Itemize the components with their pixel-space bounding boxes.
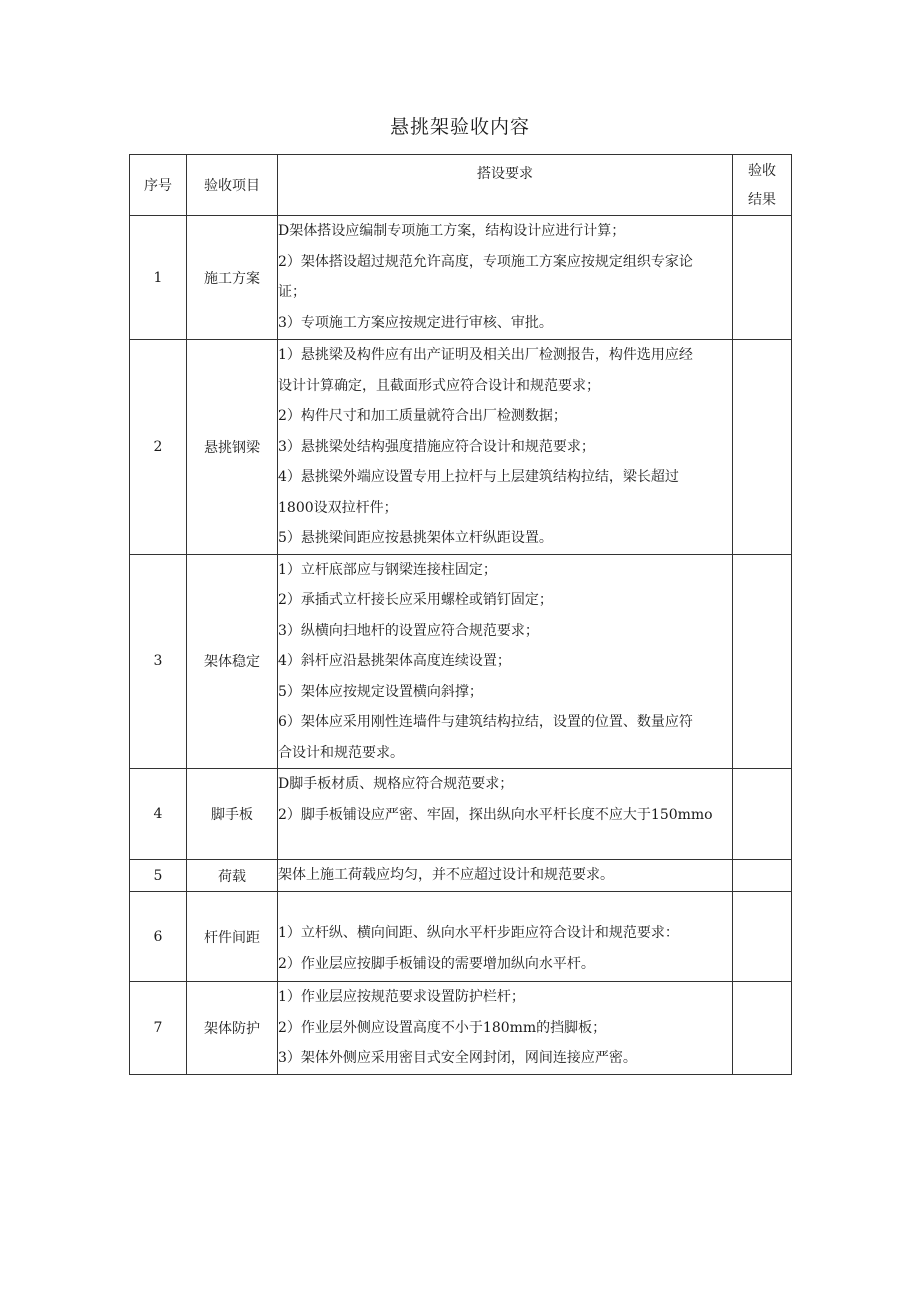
requirement-line: 5）悬挑梁间距应按悬挑架体立杆纵距设置。 bbox=[278, 530, 553, 546]
row-item: 架体稳定 bbox=[187, 554, 278, 769]
header-requirements: 搭设要求 bbox=[278, 155, 733, 216]
header-no: 序号 bbox=[130, 155, 187, 216]
requirement-line: 证； bbox=[278, 284, 306, 300]
row-requirements bbox=[278, 769, 733, 860]
row-requirements bbox=[278, 982, 733, 1075]
row-requirements bbox=[278, 892, 733, 982]
requirement-line: 1）作业层应按规范要求设置防护栏杆； bbox=[278, 989, 525, 1005]
requirement-line: 6）架体应采用刚性连墙件与建筑结构拉结，设置的位置、数量应符 bbox=[278, 714, 693, 730]
header-result-line1: 验收 bbox=[748, 163, 776, 179]
row-number: 1 bbox=[130, 216, 187, 340]
requirement-line: 合设计和规范要求。 bbox=[278, 744, 404, 761]
table-row bbox=[130, 769, 792, 860]
table-row bbox=[130, 216, 792, 340]
row-result-cell[interactable] bbox=[733, 982, 792, 1075]
requirement-line: 1）悬挑梁及构件应有出产证明及相关出厂检测报告，构件选用应经 bbox=[278, 347, 693, 363]
row-result-cell[interactable] bbox=[733, 769, 792, 860]
requirement-line: 1）立杆底部应与钢梁连接柱固定； bbox=[278, 561, 497, 578]
requirement-line: 5）架体应按规定设置横向斜撑； bbox=[278, 683, 483, 700]
row-result-cell[interactable] bbox=[733, 340, 792, 555]
row-item: 脚手板 bbox=[187, 769, 278, 860]
row-requirements bbox=[278, 216, 733, 340]
requirement-line: 2）承插式立杆接长应采用螺栓或销钉固定； bbox=[278, 592, 553, 608]
table-row bbox=[130, 892, 792, 982]
requirement-line: 2）架体搭设超过规范允许高度，专项施工方案应按规定组织专家论 bbox=[278, 253, 693, 270]
acceptance-table bbox=[129, 154, 792, 1075]
row-number: 2 bbox=[130, 340, 187, 555]
row-result-cell[interactable] bbox=[733, 892, 792, 982]
header-result-line2: 结果 bbox=[748, 192, 776, 208]
row-requirements bbox=[278, 554, 733, 769]
requirement-line: 设计计算确定，且截面形式应符合设计和规范要求； bbox=[278, 377, 600, 394]
row-number: 3 bbox=[130, 554, 187, 769]
table-row bbox=[130, 860, 792, 892]
requirement-line: 3）纵横向扫地杆的设置应符合规范要求； bbox=[278, 622, 539, 639]
table-header-row bbox=[130, 155, 792, 216]
row-result-cell[interactable] bbox=[733, 554, 792, 769]
row-number: 4 bbox=[130, 769, 187, 860]
table-row bbox=[130, 982, 792, 1075]
row-item: 悬挑钢梁 bbox=[187, 340, 278, 555]
requirement-line: 2）作业层应按脚手板铺设的需要增加纵向水平杆。 bbox=[278, 955, 595, 972]
row-item: 荷载 bbox=[187, 860, 278, 892]
row-number: 7 bbox=[130, 982, 187, 1075]
table-row bbox=[130, 340, 792, 555]
requirement-line: D架体搭设应编制专项施工方案，结构设计应进行计算； bbox=[278, 223, 626, 239]
requirement-line: 1）立杆纵、横向间距、纵向水平杆步距应符合设计和规范要求： bbox=[278, 925, 679, 941]
document-title: 悬挑架验收内容 bbox=[389, 116, 530, 138]
row-requirements bbox=[278, 860, 733, 892]
row-result-cell[interactable] bbox=[733, 860, 792, 892]
requirement-line: 2）构件尺寸和加工质量就符合出厂检测数据； bbox=[278, 408, 567, 424]
header-item: 验收项目 bbox=[187, 155, 278, 216]
row-number: 5 bbox=[130, 860, 187, 892]
requirement-line: D脚手板材质、规格应符合规范要求； bbox=[278, 776, 514, 792]
row-result-cell[interactable] bbox=[733, 216, 792, 340]
requirement-line: 3）架体外侧应采用密目式安全网封闭，网间连接应严密。 bbox=[278, 1050, 637, 1066]
requirement-line: 2）作业层外侧应设置高度不小于180mm的挡脚板； bbox=[278, 1019, 607, 1036]
row-requirements bbox=[278, 340, 733, 555]
row-number: 6 bbox=[130, 892, 187, 982]
requirement-line: 2）脚手板铺设应严密、牢固，探出纵向水平杆长度不应大于150mmo bbox=[278, 806, 713, 823]
requirement-line: 4）斜杆应沿悬挑架体高度连续设置； bbox=[278, 653, 511, 669]
row-item: 施工方案 bbox=[187, 216, 278, 340]
requirement-line: 4）悬挑梁外端应设置专用上拉杆与上层建筑结构拉结，梁长超过 bbox=[278, 469, 679, 485]
requirement-line: 架体上施工荷载应均匀，并不应超过设计和规范要求。 bbox=[278, 867, 614, 884]
row-item: 杆件间距 bbox=[187, 892, 278, 982]
requirement-line: 3）专项施工方案应按规定进行审核、审批。 bbox=[278, 314, 553, 331]
table-row bbox=[130, 554, 792, 769]
requirement-line: 1800设双拉杆件； bbox=[278, 499, 398, 516]
requirement-line: 3）悬挑梁处结构强度措施应符合设计和规范要求； bbox=[278, 438, 595, 455]
header-result bbox=[733, 155, 792, 216]
row-item: 架体防护 bbox=[187, 982, 278, 1075]
